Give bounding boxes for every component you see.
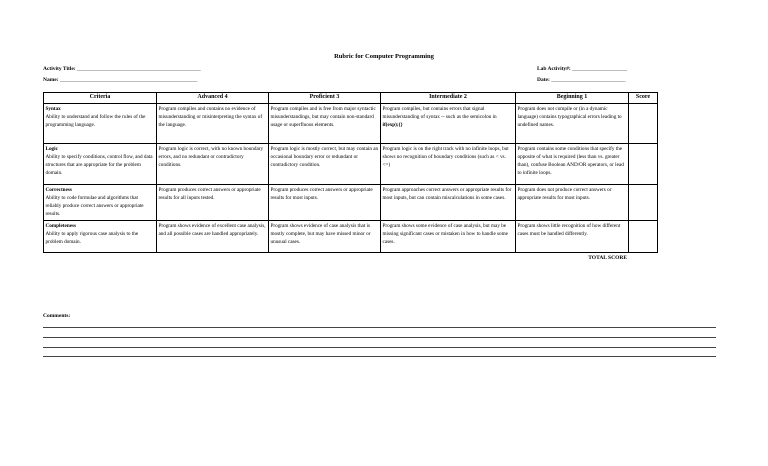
page-title: Rubric for Computer Programming — [334, 53, 434, 60]
intermediate-text: Program compiles, but contains errors that signal misunderstanding of syntax -- such as the semicolon in — [382, 106, 497, 121]
advanced-cell: Program shows evidence of excellent case analysis, and all possible cases are handled appropriately. — [157, 221, 269, 253]
intermediate-cell: Program approaches correct answers or appropriate results for most inputs, but can contain miscalculations in some cases. — [381, 185, 516, 221]
score-cell[interactable] — [629, 185, 658, 221]
beginning-cell: Program contains some conditions that specify the opposite of what is required (less than vs. greater than), confuse Boolean AND/OR operators, or lead to infinite loops. — [516, 144, 629, 185]
date-field[interactable] — [537, 77, 625, 83]
header-proficient: Proficient 3 — [269, 93, 381, 104]
header-score: Score — [629, 93, 658, 104]
total-score-value[interactable] — [629, 253, 658, 265]
beginning-cell: Program does not compile or (in a dynamic language) contains typographical errors leading to undefined names. — [516, 104, 629, 144]
criteria-cell — [44, 185, 157, 221]
header-criteria: Criteria — [44, 93, 157, 104]
header-beginning: Beginning 1 — [516, 93, 629, 104]
criteria-cell — [44, 104, 157, 144]
table-row — [44, 221, 658, 253]
criteria-cell — [44, 144, 157, 185]
header-intermediate: Intermediate 2 — [381, 93, 516, 104]
table-row — [44, 185, 658, 221]
activity-title-field[interactable] — [43, 66, 201, 72]
proficient-cell: Program logic is mostly correct, but may contain an occasional boundary error or redundant or contradictory condition. — [269, 144, 381, 185]
total-row — [44, 253, 658, 265]
rubric-table — [43, 92, 658, 264]
table-header-row — [44, 93, 658, 104]
criterion-description: Ability to understand and follow the rules of the programming language. — [45, 114, 146, 129]
comment-line[interactable] — [43, 356, 716, 357]
score-cell[interactable] — [629, 221, 658, 253]
intermediate-cell — [381, 104, 516, 144]
score-cell[interactable] — [629, 144, 658, 185]
criterion-description: Ability to code formulae and algorithms that reliably produce correct answers or appropriate results. — [45, 195, 144, 218]
criterion-name: Logic — [45, 146, 58, 152]
intermediate-code: if(exp);{} — [382, 122, 403, 129]
criterion-name: Syntax — [45, 106, 61, 112]
advanced-cell: Program produces correct answers or appropriate results for all inputs tested. — [157, 185, 269, 221]
total-score-label: TOTAL SCORE — [588, 255, 627, 261]
intermediate-cell: Program shows some evidence of case analysis, but may be missing significant cases or mistaken in how to handle some cases. — [381, 221, 516, 253]
intermediate-cell: Program logic is on the right track with no infinite loops, but shows no recognition of boundary conditions (such as < vs. <=) — [381, 144, 516, 185]
criteria-cell — [44, 221, 157, 253]
proficient-cell: Program compiles and is free from major syntactic misunderstandings, but may contain non-standard usage or superfluous elements. — [269, 104, 381, 144]
table-row — [44, 144, 658, 185]
date-label: Date: — [537, 77, 550, 83]
beginning-cell: Program shows little recognition of how different cases must be handled differently. — [516, 221, 629, 253]
activity-title-blank[interactable]: _____________________________________________ — [77, 66, 201, 72]
date-blank[interactable]: ___________________________ — [551, 77, 626, 83]
advanced-cell: Program compiles and contains no evidence of misunderstanding or misinterpreting the syntax of the language. — [157, 104, 269, 144]
lab-activity-field[interactable] — [537, 66, 627, 72]
comment-line[interactable] — [43, 347, 716, 348]
criterion-name: Completeness — [45, 223, 77, 229]
comments-label: Comments: — [43, 313, 71, 319]
criterion-name: Correctness — [45, 187, 72, 193]
score-cell[interactable] — [629, 104, 658, 144]
lab-activity-label: Lab Activity#: — [537, 66, 571, 72]
comment-line[interactable] — [43, 327, 716, 328]
criterion-description: Ability to specify conditions, control flow, and data structures that are appropriate for the problem domain. — [45, 154, 153, 177]
proficient-cell: Program shows evidence of case analysis that is mostly complete, but may have missed minor or unusual cases. — [269, 221, 381, 253]
proficient-cell: Program produces correct answers or appropriate results for most inputs. — [269, 185, 381, 221]
name-label: Name: — [43, 77, 59, 83]
beginning-cell: Program does not produce correct answers or appropriate results for most inputs. — [516, 185, 629, 221]
header-advanced: Advanced 4 — [157, 93, 269, 104]
activity-title-label: Activity Title: — [43, 66, 76, 72]
advanced-cell: Program logic is correct, with no known boundary errors, and no redundant or contradictory conditions. — [157, 144, 269, 185]
table-row — [44, 104, 658, 144]
name-field[interactable] — [43, 77, 197, 83]
criterion-description: Ability to apply rigorous case analysis to the problem domain. — [45, 231, 139, 246]
comment-line[interactable] — [43, 337, 716, 338]
name-blank[interactable]: __________________________________________________ — [59, 77, 198, 83]
lab-activity-blank[interactable]: ____________________ — [572, 66, 628, 72]
